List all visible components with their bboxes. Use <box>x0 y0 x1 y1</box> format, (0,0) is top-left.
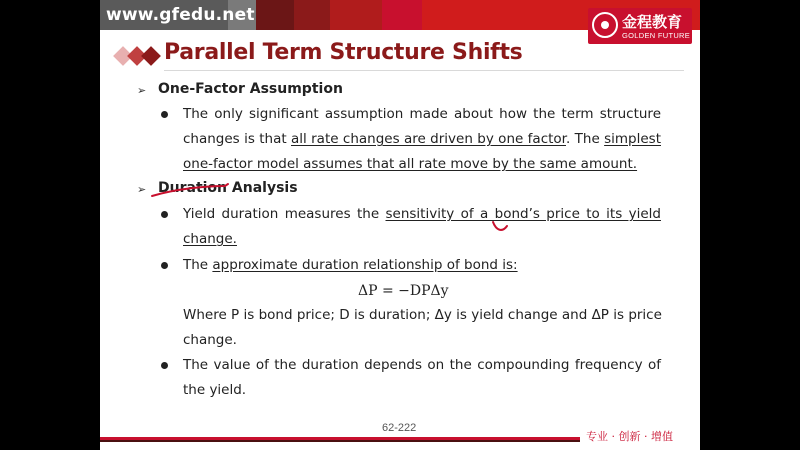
text-line: Where P is bond price; D is duration; Δy is yield change and ΔP is price <box>183 307 662 323</box>
slide <box>100 0 700 450</box>
section-heading-duration: Duration Analysis <box>158 180 298 196</box>
page-number: 62-222 <box>382 422 417 434</box>
text-line: The value of the duration depends on the compounding frequency of <box>183 357 661 373</box>
text-line: The approximate duration relationship of bond is: <box>183 257 518 273</box>
text-line: changes is that all rate changes are driven by one factor. The simplest <box>183 131 661 147</box>
text-line: change. <box>183 231 237 247</box>
section-arrow-icon: ➢ <box>137 183 147 196</box>
logo-chinese-name: 金程教育 <box>622 13 683 31</box>
text-line: change. <box>183 332 237 348</box>
text-line: the yield. <box>183 382 247 398</box>
page-title: Parallel Term Structure Shifts <box>164 40 523 65</box>
section-heading-one-factor: One-Factor Assumption <box>158 81 343 97</box>
text-line: one-factor model assumes that all rate move by the same amount. <box>183 156 638 172</box>
text-line: The only significant assumption made about how the term structure <box>183 106 661 122</box>
duration-formula: ΔP = −DPΔy <box>358 283 449 299</box>
site-url: www.gfedu.net <box>106 5 255 25</box>
footer-dark-line <box>100 440 580 442</box>
pen-annotation-marks <box>100 0 700 450</box>
text-line: Yield duration measures the sensitivity of a bond’s price to its yield <box>183 206 661 222</box>
logo-english-name: GOLDEN FUTURE <box>622 31 691 40</box>
footer-slogan: 专业 · 创新 · 增值 <box>586 430 673 443</box>
section-arrow-icon: ➢ <box>137 84 147 97</box>
